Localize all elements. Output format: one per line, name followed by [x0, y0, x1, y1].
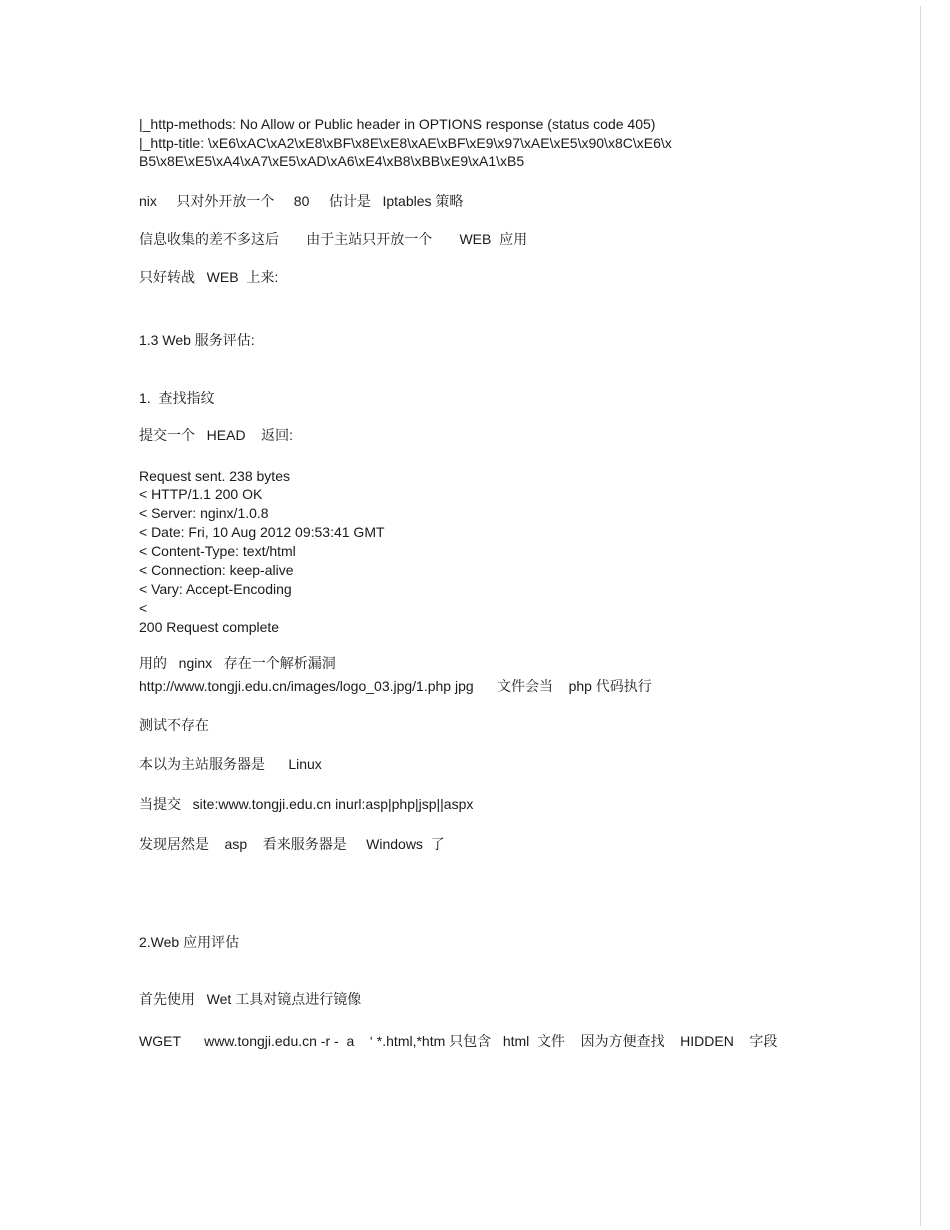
http-methods-line: |_http-methods: No Allow or Public header in OPTIONS response (status code 405): [139, 116, 656, 132]
text-line: 提交一个 HEAD 返回:: [139, 427, 294, 443]
text-line: 信息收集的差不多这后 由于主站只开放一个 WEB 应用: [139, 231, 528, 247]
response-line: < Connection: keep-alive: [139, 562, 294, 578]
text-line: nix 只对外开放一个 80 估计是 Iptables 策略: [139, 193, 464, 209]
response-line: < Content-Type: text/html: [139, 543, 296, 559]
response-line: < Server: nginx/1.0.8: [139, 505, 269, 521]
response-line: < HTTP/1.1 200 OK: [139, 486, 263, 502]
page-edge: [920, 6, 921, 1226]
subsection-heading: 1. 查找指纹: [139, 390, 215, 406]
text-line: 测试不存在: [139, 717, 209, 733]
text-line: 发现居然是 asp 看来服务器是 Windows 了: [139, 836, 445, 852]
text-line: 首先使用 Wet 工具对镜点进行镜像: [139, 991, 362, 1007]
text-line: 本以为主站服务器是 Linux: [139, 756, 322, 772]
text-line: 用的 nginx 存在一个解析漏洞: [139, 655, 336, 671]
url-line: http://www.tongji.edu.cn/images/logo_03.jpg/1.php jpg 文件会当 php 代码执行: [139, 678, 652, 694]
http-title-continuation: B5\x8E\xE5\xA4\xA7\xE5\xAD\xA6\xE4\xB8\xBB\xE9\xA1\xB5: [139, 153, 525, 169]
text-line: 只好转战 WEB 上来:: [139, 269, 279, 285]
section-heading: 1.3 Web 服务评估:: [139, 332, 255, 348]
command-line: WGET www.tongji.edu.cn -r - a ‘ *.html,*htm 只包含 html 文件 因为方便查找 HIDDEN 字段: [139, 1033, 778, 1049]
response-line: < Vary: Accept-Encoding: [139, 581, 292, 597]
text-line: 当提交 site:www.tongji.edu.cn inurl:asp|php|jsp||aspx: [139, 796, 474, 812]
response-line: <: [139, 600, 148, 616]
http-title-line: |_http-title: \xE6\xAC\xA2\xE8\xBF\x8E\xE8\xAE\xBF\xE9\x97\xAE\xE5\x90\x8C\xE6\x: [139, 135, 672, 151]
response-line: 200 Request complete: [139, 619, 280, 635]
section-heading: 2.Web 应用评估: [139, 934, 240, 950]
response-line: < Date: Fri, 10 Aug 2012 09:53:41 GMT: [139, 524, 385, 540]
response-line: Request sent. 238 bytes: [139, 468, 290, 484]
